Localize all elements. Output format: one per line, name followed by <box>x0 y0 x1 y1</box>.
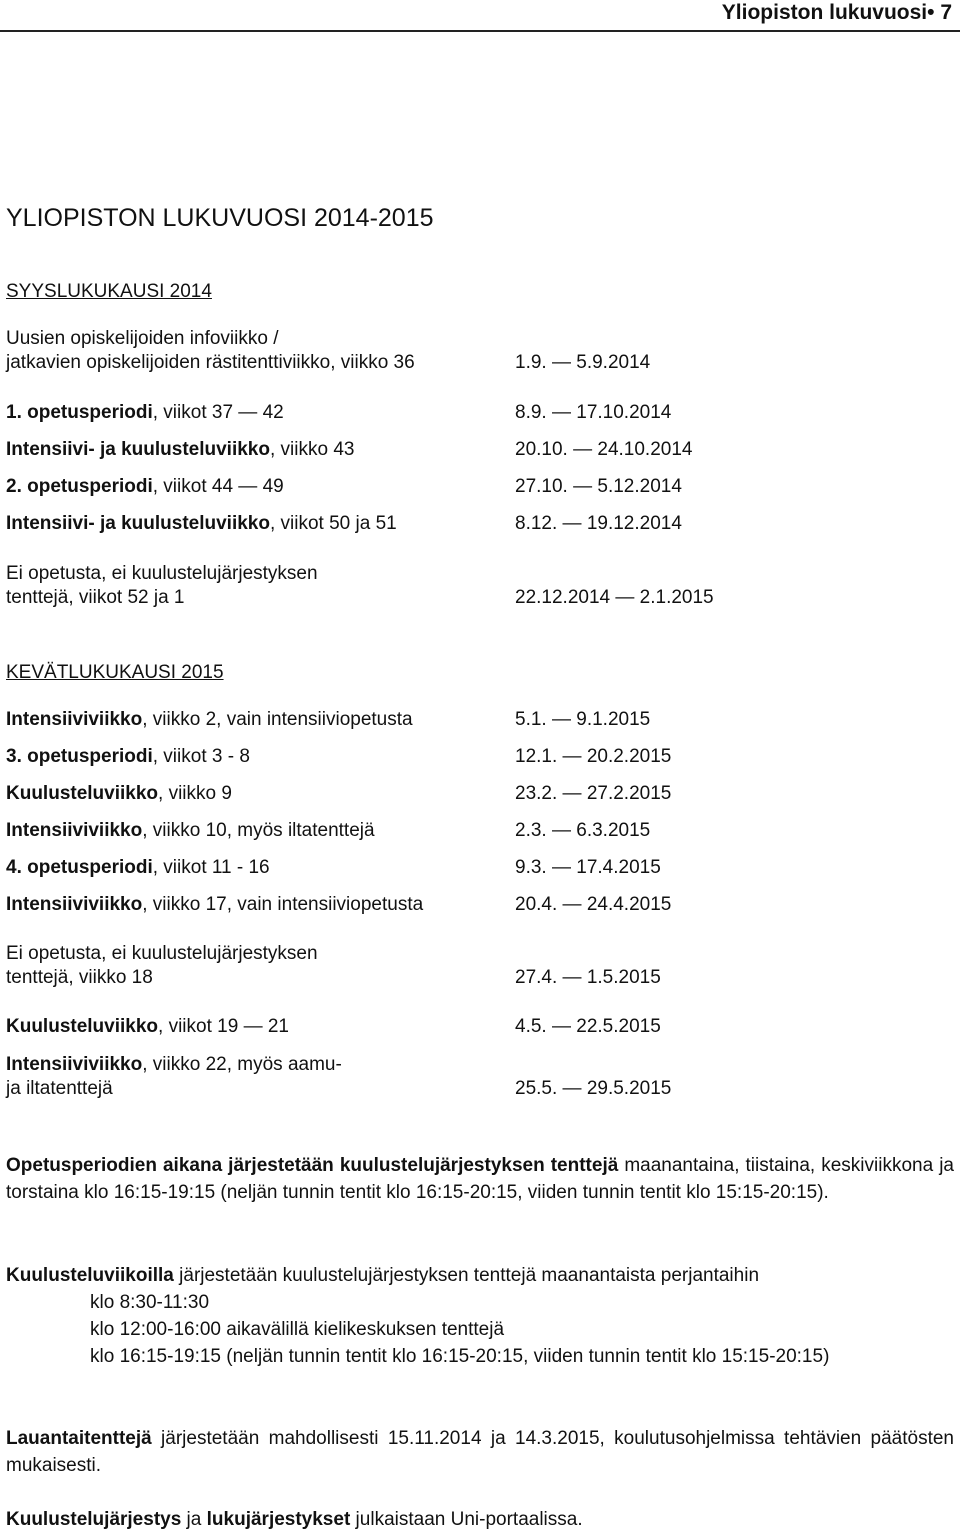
row-date: 4.5. — 22.5.2015 <box>515 1016 661 1037</box>
row-label: Ei opetusta, ei kuulustelujärjestyksen tenttejä, viikot 52 ja 1 <box>6 563 318 608</box>
note-paragraph: Opetusperiodien aikana järjestetään kuulustelujärjestyksen tenttejä maanantaina, tiistaina, keskiviikkona ja torstaina klo 16:15-19:15 (neljän tunnin tentit klo 16:15-20:15, viiden tunnin tentit klo 15:15-20:15). <box>6 1155 954 1203</box>
row-date: 20.10. — 24.10.2014 <box>515 439 693 460</box>
row-label: 2. opetusperiodi, viikot 44 — 49 <box>6 476 284 497</box>
row-label: Ei opetusta, ei kuulustelujärjestyksen tenttejä, viikko 18 <box>6 943 318 988</box>
row-label: 3. opetusperiodi, viikot 3 - 8 <box>6 746 250 767</box>
running-title: Yliopiston lukuvuosi• 7 <box>721 1 952 24</box>
spring-heading: KEVÄTLUKUKAUSI 2015 <box>6 662 224 683</box>
row-label: Intensiiviviikko, viikko 22, myös aamu- ja iltatenttejä <box>6 1054 342 1099</box>
row-date: 23.2. — 27.2.2015 <box>515 783 672 804</box>
row-date: 8.9. — 17.10.2014 <box>515 402 672 423</box>
row-label: Intensiivi- ja kuulusteluviikko, viikko 43 <box>6 439 355 460</box>
row-label: Intensiiviviikko, viikko 17, vain intensiiviopetusta <box>6 894 424 915</box>
note-time-slot: klo 8:30-11:30 <box>90 1292 210 1313</box>
row-date: 1.9. — 5.9.2014 <box>515 352 651 373</box>
row-label: Intensiiviviikko, viikko 2, vain intensiiviopetusta <box>6 709 413 730</box>
row-date: 8.12. — 19.12.2014 <box>515 513 682 534</box>
note-paragraph: Kuulusteluviikoilla järjestetään kuulustelujärjestyksen tenttejä maanantaista perjantaihin <box>6 1265 760 1286</box>
autumn-heading: SYYSLUKUKAUSI 2014 <box>6 281 212 302</box>
running-header <box>0 0 960 32</box>
row-date: 27.10. — 5.12.2014 <box>515 476 682 497</box>
row-label: 4. opetusperiodi, viikot 11 - 16 <box>6 857 270 878</box>
row-label: Intensiiviviikko, viikko 10, myös iltatenttejä <box>6 820 375 841</box>
row-date: 27.4. — 1.5.2015 <box>515 967 661 988</box>
note-time-slot: klo 12:00-16:00 aikavälillä kielikeskuksen tenttejä <box>90 1319 505 1340</box>
row-label: Kuulusteluviikko, viikot 19 — 21 <box>6 1016 289 1037</box>
row-date: 12.1. — 20.2.2015 <box>515 746 672 767</box>
note-time-slot: klo 16:15-19:15 (neljän tunnin tentit klo 16:15-20:15, viiden tunnin tentit klo 15:15-20:15) <box>90 1346 830 1367</box>
row-date: 5.1. — 9.1.2015 <box>515 709 651 730</box>
row-label: Kuulusteluviikko, viikko 9 <box>6 783 232 804</box>
row-date: 20.4. — 24.4.2015 <box>515 894 672 915</box>
page-title: YLIOPISTON LUKUVUOSI 2014-2015 <box>6 204 434 232</box>
row-date: 22.12.2014 — 2.1.2015 <box>515 587 714 608</box>
row-label: Intensiivi- ja kuulusteluviikko, viikot 50 ja 51 <box>6 513 397 534</box>
note-paragraph: Lauantaitenttejä järjestetään mahdollisesti 15.11.2014 ja 14.3.2015, koulutusohjelmissa tehtävien päätösten mukaisesti. <box>6 1428 954 1476</box>
row-date: 25.5. — 29.5.2015 <box>515 1078 672 1099</box>
row-date: 2.3. — 6.3.2015 <box>515 820 651 841</box>
row-date: 9.3. — 17.4.2015 <box>515 857 661 878</box>
row-label: Uusien opiskelijoiden infoviikko / jatkavien opiskelijoiden rästitenttiviikko, viikko 36 <box>6 328 415 373</box>
row-label: 1. opetusperiodi, viikot 37 — 42 <box>6 402 284 423</box>
note-paragraph: Kuulustelujärjestys ja lukujärjestykset julkaistaan Uni-portaalissa. <box>6 1509 583 1530</box>
